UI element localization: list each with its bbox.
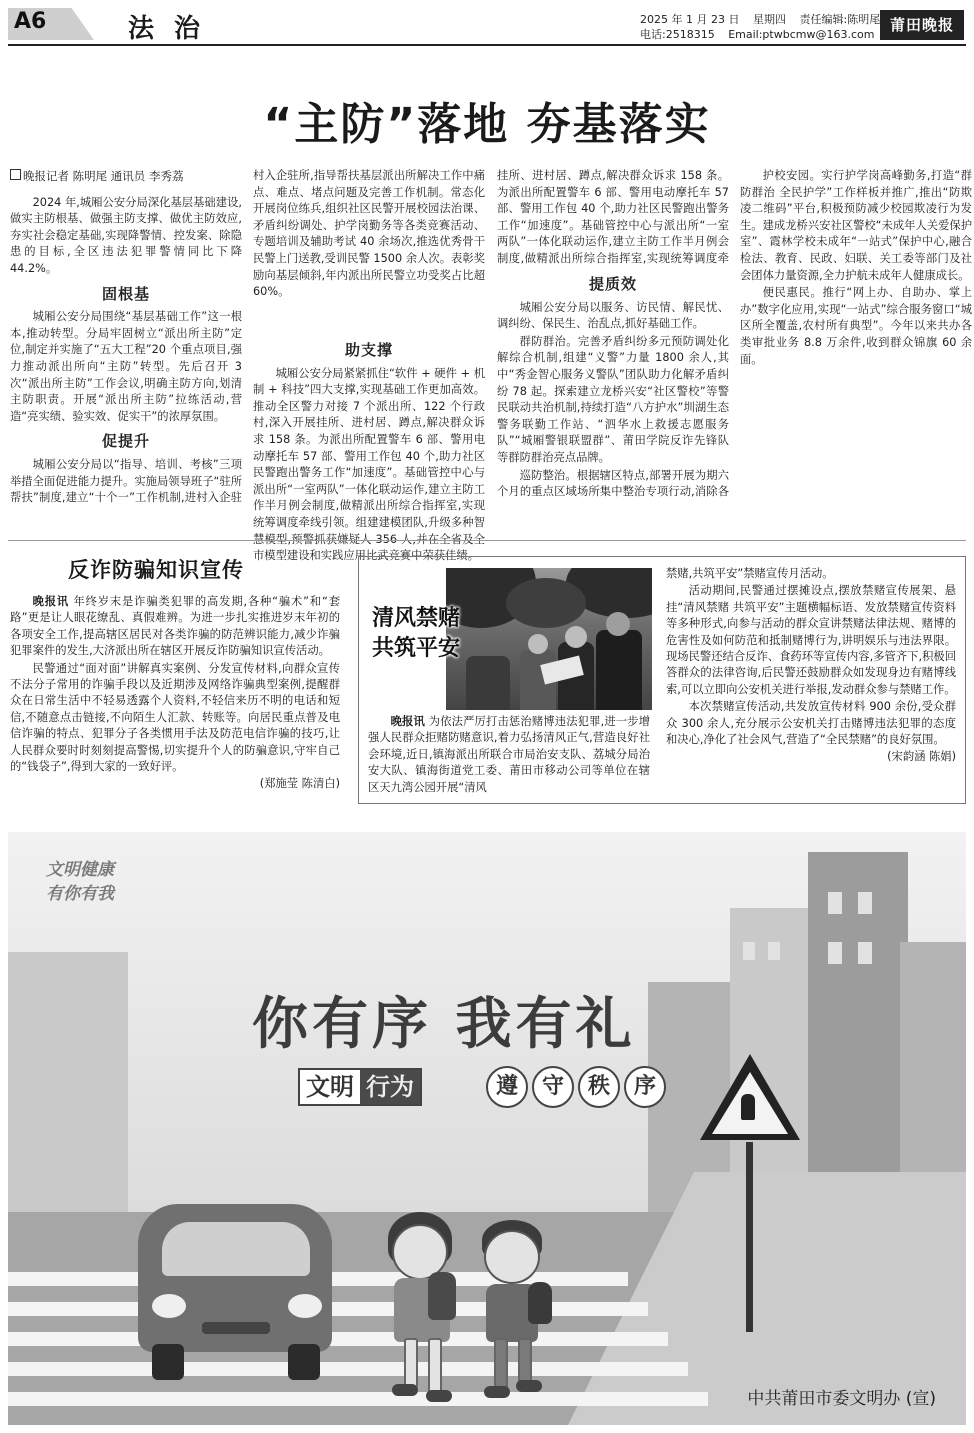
section-name: 法治 xyxy=(128,14,221,44)
section-paragraph: 城厢公安分局围绕“基层基础工作”这一根本,推动转型。分局牢固树立“派出所主防”定位,制定并实施了“五大工程”20 个重点项目,强力推动派出所向“主防”转型。先后召开 3 次“派出所主防”工作会议,明确主防方向,划清主防职责。开展“派出所主防”拉练活动,营造“亮实绩、验实效、促实干”的浓厚氛围。 xyxy=(10,310,242,423)
section-paragraph: 巡防整治。根据辖区特点,部署开展为期六个月的重点区域场所集中整治专项行动,消除各 xyxy=(497,468,729,499)
section-heading: 提质效 xyxy=(588,275,637,293)
circle-char: 序 xyxy=(624,1066,666,1108)
lead-byline: 晚报记者 陈明尾 通讯员 李秀荔 xyxy=(10,168,242,185)
gambling-text: 为依法严厉打击惩治赌博违法犯罪,进一步增强人民群众拒赌防赌意识,着力弘扬清风正气,营造良好社会环境,近日,镇海派出所联合市局治安支队、荔城分局治安大队、镇海街道党工委、莆田市移动公司等单位在辖区天九湾公园开展“清风 xyxy=(368,715,651,794)
corner-slogan-line-2: 有你有我 xyxy=(46,884,114,904)
phone: 电话:2518315 xyxy=(640,28,715,41)
newspaper-logo: 莆田晚报 xyxy=(880,10,964,40)
section-paragraph: 便民惠民。推行“网上办、自助办、掌上办”数字化应用,实现“一站式”综合服务窗口“城区所全覆盖,农村所有典型”。今年以来共办各类审批业务 8.8 万余件,收到群众锦旗 60 余面。 xyxy=(740,286,972,366)
gambling-body-left xyxy=(368,714,650,796)
section-paragraph-continued: 村入企驻所,指导帮扶基层派出所解决工作中痛点、难点、堵点问题及完善工作机制。常态化开展岗位练兵,组织社区民警开展校园法治课、矛盾纠纷调处、护学岗勤务等各类竞赛活动、专题培训及辅助考试 40 余场次,推选优秀骨干民警上门送教,受训民警 1500 余人次。表彰奖励向基层倾斜,年内派出所民警立功受奖占比超 60%。 xyxy=(253,169,485,299)
issue-weekday: 星期四 xyxy=(752,13,786,26)
lead-column-3 xyxy=(497,168,729,503)
pedestrian-figure-icon xyxy=(741,1094,755,1120)
gambling-headline-line-1: 清风禁赌 xyxy=(372,606,461,631)
section-heading: 助支撑 xyxy=(344,341,393,359)
fraud-headline: 反诈防骗知识宣传 xyxy=(68,554,244,584)
lead-column-1 xyxy=(10,168,242,508)
lead-column-2 xyxy=(253,168,485,599)
section-paragraph: 城厢公安分局以“指导、培训、考核”三项举措全面促进能力提升。实施局领导班子“驻所帮扶”制度,建立“十个一”工作机制,进村入企驻 xyxy=(10,457,242,505)
lead-column-4 xyxy=(740,168,972,369)
section-heading: 促提升 xyxy=(101,432,150,451)
fraud-paragraph xyxy=(10,594,340,660)
section-paragraph: 群防群治。完善矛盾纠纷多元预防调处化解综合机制,组建“义警”力量 1800 余人,其中“秀金智心服务义警队”团队助力化解矛盾纠纷 78 起。探索建立龙桥兴安“社区警校”等警民联动共治机制,持续打造“八方护水”圳湖生态警务联勤工作站、“泗华水上救援志愿服务队”“城厢警银联盟群”、莆田学院反诈先锋队等群防群治亮点品牌。 xyxy=(497,334,729,464)
gambling-headline xyxy=(372,604,460,664)
gambling-signature: (宋韵涵 陈娟) xyxy=(887,750,956,764)
gambling-body-right xyxy=(666,566,956,767)
circle-char: 守 xyxy=(532,1066,574,1108)
gambling-paragraph xyxy=(368,714,650,796)
sign-pole xyxy=(746,1142,753,1332)
issue-date: 2025 年 1 月 23 日 xyxy=(640,13,740,26)
lead-intro: 2024 年,城厢公安分局深化基层基础建设,做实主防根基、做强主防支撑、做优主防效应,夯实社会稳定基础,实现降警情、控发案、除隐患的目标,全区违法犯罪警情同比下降 44.2%。 xyxy=(10,195,242,275)
section-paragraph-continued: 挂所、进村居、蹲点,解决群众诉求 158 条。为派出所配置警车 6 部、警用电动摩托车 57 部、警用工作包 40 个,助力社区民警跑出警务工作“加速度”。基础管控中心与派出所“一室两队”一体化联动运作,建立主防工作半月例会制度,做精派出所综合指挥室,实现统筹调度牵 xyxy=(497,169,729,265)
circle-char: 秩 xyxy=(578,1066,620,1108)
section-paragraph: 城厢公安分局紧紧抓住“软件 + 硬件 + 机制 + 科技”四大支撑,实现基础工作更加高效。推动全区警力对接 7 个派出所、122 个行政村,深入开展挂所、进村居、蹲点,解决群众诉求 158 条。为派出所配置警车 6 部、警用电动摩托车 57 部、警用工作包 40 个,助力社区民警跑出警务工作“加速度”。基础管控中心与派出所“一室两队”一体化联动运作,建立主防工作半月例会制度,做精派出所综合指挥室,实现统筹调度牵线引领。组建建模团队,升级多种智 市模型建设和实践应用比武竞赛中荣获佳绩。 xyxy=(253,366,485,563)
page-number: A6 xyxy=(14,9,47,34)
lead-headline: “主防”落地 夯基落实 xyxy=(263,99,711,150)
editor: 责任编辑:陈明尾 xyxy=(799,13,881,26)
header-rule xyxy=(8,44,966,46)
corner-slogan-line-1: 文明健康 xyxy=(46,860,114,880)
poster-tag xyxy=(298,1068,422,1106)
page-header xyxy=(0,0,974,46)
section-paragraph: 护校安园。实行护学岗高峰勤务,打造“群防群治 全民护学”工作样板并推广,推出“防欺凌二维码”平台,积极预防减少校园欺凌行为发生。建成龙桥兴安社区警校“未成年人关爱保护室”、霞林学校未成年“一站式”保护中心,融合检法、教育、民政、妇联、关工委等部门及社会团体力量资源,全力护航未成年人健康成长。 xyxy=(740,169,972,282)
section-paragraph: 城厢公安分局以服务、访民情、解民忧、调纠纷、保民生、治乱点,抓好基础工作。 xyxy=(497,300,729,331)
section-divider xyxy=(8,540,966,541)
gambling-paragraph: 活动期间,民警通过摆摊设点,摆放禁赌宣传展架、悬挂“清风禁赌 共筑平安”主题横幅标语、发放禁赌宣传资料等多种形式,向参与活动的群众宣讲禁赌法律法规、赌博的危害性及如何防范和抵制赌博行为,讲明娱乐与违法界限。现场民警还结合反诈、食药环等宣传内容,多管齐下,积极回答群众的法律咨询,后民警还鼓励群众如发现身边有赌博线索,可以立即向公安机关进行举报,发动群众参与禁赌工作。 xyxy=(666,584,956,696)
tag-dark: 行为 xyxy=(360,1070,420,1104)
poster-title: 你有序 我有礼 xyxy=(252,992,636,1057)
fraud-paragraph: 民警通过“面对面”讲解真实案例、分发宣传材料,向群众宣传不法分子常用的诈骗手段以及近期涉及网络诈骗典型案例,提醒群众在日常生活中不轻易透露个人资料,不轻信来历不明的电话和短信,不随意点击链接,不向陌生人汇款、转账等。向居民重点普及电信诈骗的特点、犯罪分子各类惯用手法及防范电信诈骗的技巧,让人民群众要时时刻刻提高警惕,切实提升个人的防骗意识,守牢自己的“钱袋子”,得到大家的一致好评。 xyxy=(10,661,340,774)
gambling-event-photo xyxy=(446,568,652,710)
header-meta xyxy=(640,12,890,42)
civility-poster xyxy=(8,832,966,1425)
email: Email:ptwbcmw@163.com xyxy=(728,28,875,41)
lead-tag: 晚报讯 xyxy=(32,595,70,608)
section-heading: 固根基 xyxy=(101,284,150,303)
fraud-text: 年终岁末是诈骗类犯罪的高发期,各种“骗术”和“套路”更是让人眼花缭乱、真假难辨。为进一步扎实推进岁末年初的各项安全工作,提高辖区居民对各类诈骗的防范辨识能力,减少诈骗犯罪案件的发生,大济派出所在辖区开展反诈防骗知识宣传活动。 xyxy=(10,595,340,658)
fraud-body xyxy=(10,594,340,794)
poster-sponsor: 中共莆田市委文明办 (宣) xyxy=(747,1389,936,1409)
circle-char: 遵 xyxy=(486,1066,528,1108)
gambling-paragraph-continued: 禁赌,共筑平安”禁赌宣传月活动。 xyxy=(666,567,834,580)
poster-corner-slogan xyxy=(46,858,114,906)
gambling-headline-line-2: 共筑平安 xyxy=(372,636,461,661)
lead-tag: 晚报讯 xyxy=(390,715,425,728)
fraud-signature: (郑施莹 陈清白) xyxy=(259,777,340,791)
gambling-paragraph: 本次禁赌宣传活动,共发放宣传材料 900 余份,受众群众 300 余人,充分展示公安机关打击赌博违法犯罪的态度和决心,净化了社会风气,营造了“全民禁赌”的良好氛围。 xyxy=(666,700,956,747)
poster-circle-slogan xyxy=(486,1066,666,1108)
tag-light: 文明 xyxy=(306,1073,354,1101)
